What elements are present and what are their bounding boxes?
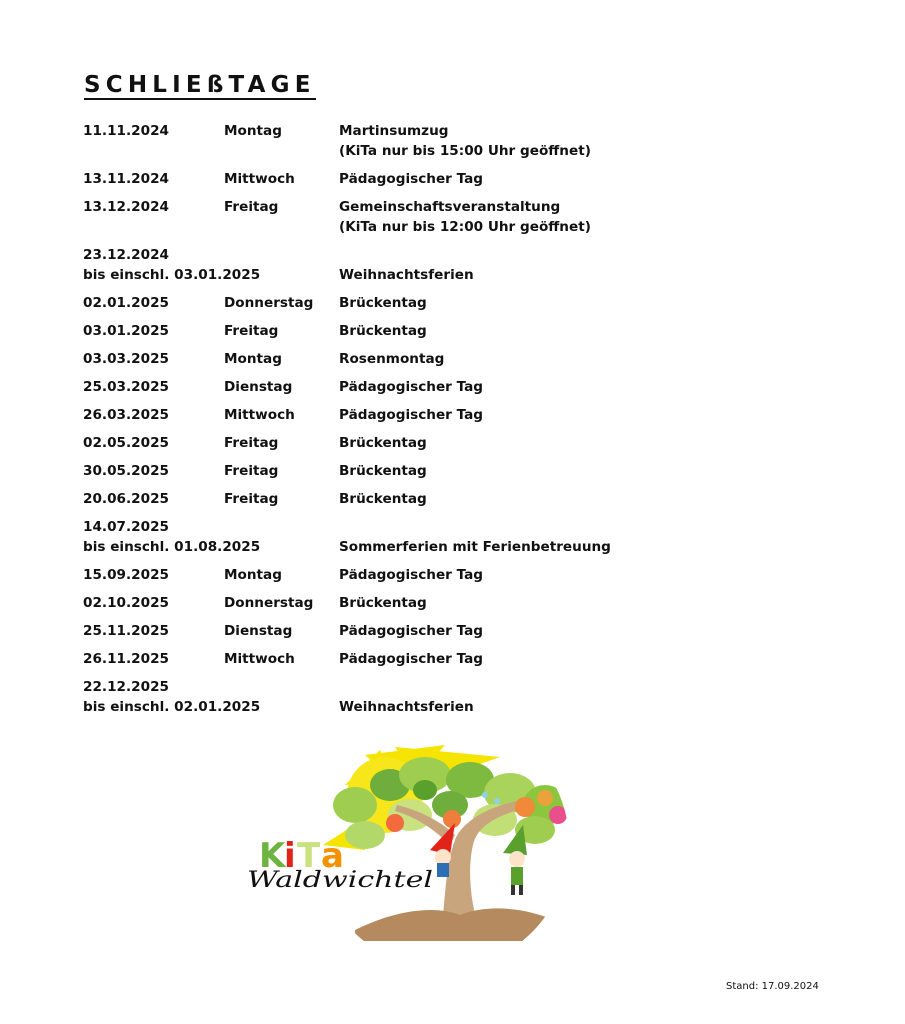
schedule-row <box>83 121 783 161</box>
row-range-end: bis einschl. 03.01.2025 <box>83 267 261 283</box>
row-date: 03.03.2025 <box>83 351 169 367</box>
row-weekday: Donnerstag <box>224 595 314 611</box>
schedule-row <box>83 293 783 313</box>
schedule-row <box>83 489 783 509</box>
row-description: Gemeinschaftsveranstaltung <box>339 199 561 215</box>
row-weekday: Dienstag <box>224 379 293 395</box>
row-weekday: Freitag <box>224 463 279 479</box>
row-description: Pädagogischer Tag <box>339 567 484 583</box>
row-date: 20.06.2025 <box>83 491 169 507</box>
row-weekday: Freitag <box>224 491 279 507</box>
row-description: Brückentag <box>339 463 427 479</box>
row-weekday: Montag <box>224 351 282 367</box>
schedule-row <box>83 321 783 341</box>
schedule-row <box>83 565 783 585</box>
row-weekday: Mittwoch <box>224 407 295 423</box>
row-range-end: bis einschl. 02.01.2025 <box>83 699 261 715</box>
svg-text:i: i <box>284 836 296 876</box>
row-date: 25.03.2025 <box>83 379 169 395</box>
row-description: Brückentag <box>339 595 427 611</box>
row-description: Pädagogischer Tag <box>339 171 484 187</box>
row-description: Pädagogischer Tag <box>339 407 484 423</box>
row-weekday: Dienstag <box>224 623 293 639</box>
row-weekday: Mittwoch <box>224 651 295 667</box>
closing-days-list <box>83 121 783 725</box>
row-date: 26.11.2025 <box>83 651 169 667</box>
stand-date: Stand: 17.09.2024 <box>726 981 819 992</box>
row-description: Brückentag <box>339 323 427 339</box>
schedule-row <box>83 677 783 717</box>
row-date: 25.11.2025 <box>83 623 169 639</box>
row-weekday: Donnerstag <box>224 295 314 311</box>
schedule-row <box>83 461 783 481</box>
row-date: 23.12.2024 <box>83 247 169 263</box>
row-date: 14.07.2025 <box>83 519 169 535</box>
row-description: Weihnachtsferien <box>339 267 474 283</box>
row-note: (KiTa nur bis 15:00 Uhr geöffnet) <box>339 143 591 159</box>
row-date: 15.09.2025 <box>83 567 169 583</box>
row-description: Martinsumzug <box>339 123 449 139</box>
row-date: 11.11.2024 <box>83 123 169 139</box>
row-weekday: Freitag <box>224 323 279 339</box>
schedule-row <box>83 169 783 189</box>
row-description: Sommerferien mit Ferienbetreuung <box>339 539 611 555</box>
schedule-row <box>83 197 783 237</box>
row-description: Brückentag <box>339 491 427 507</box>
schedule-row <box>83 245 783 285</box>
row-date: 02.05.2025 <box>83 435 169 451</box>
schedule-row <box>83 405 783 425</box>
row-date: 30.05.2025 <box>83 463 169 479</box>
row-date: 13.12.2024 <box>83 199 169 215</box>
row-date: 02.10.2025 <box>83 595 169 611</box>
schedule-row <box>83 649 783 669</box>
logo-waldwichtel-text: Waldwichtel <box>247 868 433 893</box>
row-weekday: Montag <box>224 567 282 583</box>
row-weekday: Freitag <box>224 435 279 451</box>
row-description: Rosenmontag <box>339 351 445 367</box>
schedule-row <box>83 517 783 557</box>
row-date: 13.11.2024 <box>83 171 169 187</box>
schedule-row <box>83 433 783 453</box>
svg-text:K: K <box>259 836 286 876</box>
row-date: 02.01.2025 <box>83 295 169 311</box>
row-description: Pädagogischer Tag <box>339 623 484 639</box>
row-weekday: Montag <box>224 123 282 139</box>
row-description: Brückentag <box>339 435 427 451</box>
row-date: 26.03.2025 <box>83 407 169 423</box>
row-date: 22.12.2025 <box>83 679 169 695</box>
schedule-row <box>83 349 783 369</box>
schedule-row <box>83 621 783 641</box>
schedule-row <box>83 377 783 397</box>
svg-text:T: T <box>297 836 321 876</box>
row-description: Weihnachtsferien <box>339 699 474 715</box>
row-description: Pädagogischer Tag <box>339 651 484 667</box>
row-description: Pädagogischer Tag <box>339 379 484 395</box>
row-description: Brückentag <box>339 295 427 311</box>
row-date: 03.01.2025 <box>83 323 169 339</box>
row-weekday: Freitag <box>224 199 279 215</box>
svg-text:a: a <box>321 836 344 876</box>
row-note: (KiTa nur bis 12:00 Uhr geöffnet) <box>339 219 591 235</box>
kita-logo <box>245 745 580 941</box>
row-range-end: bis einschl. 01.08.2025 <box>83 539 261 555</box>
page-title: SCHLIEßTAGE <box>84 72 316 98</box>
row-weekday: Mittwoch <box>224 171 295 187</box>
schedule-row <box>83 593 783 613</box>
